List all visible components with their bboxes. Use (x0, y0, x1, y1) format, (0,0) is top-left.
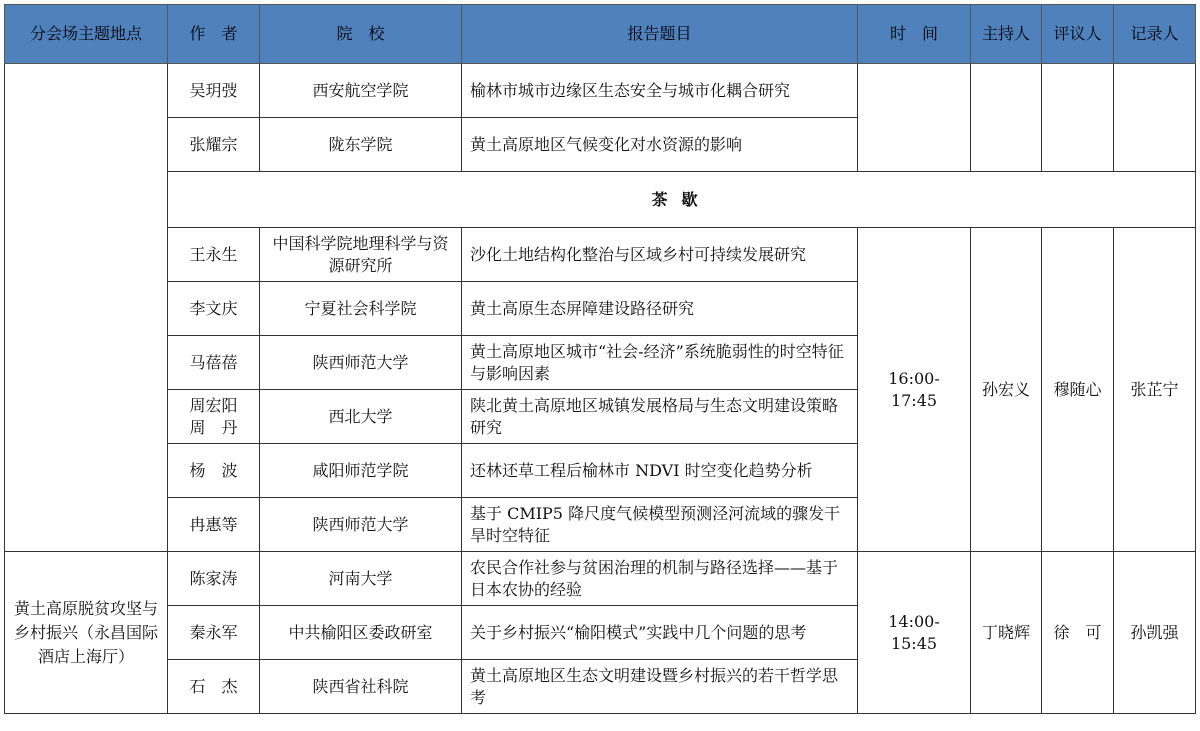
time-cell: 16:00-17:45 (858, 228, 971, 552)
header-title: 报告题目 (462, 5, 858, 64)
time-cell: 14:00-15:45 (858, 552, 971, 714)
title-cell: 沙化土地结构化整治与区域乡村可持续发展研究 (462, 228, 858, 282)
reviewer-cell-empty (1042, 64, 1114, 172)
author-cell: 张耀宗 (168, 118, 260, 172)
table-row (5, 228, 1196, 282)
header-row (5, 5, 1196, 64)
school-cell: 中国科学院地理科学与资源研究所 (260, 228, 462, 282)
author-cell: 周宏阳 周 丹 (168, 390, 260, 444)
author-cell: 石 杰 (168, 660, 260, 714)
title-cell: 陕北黄土高原地区城镇发展格局与生态文明建设策略研究 (462, 390, 858, 444)
venue-cell: 黄土高原脱贫攻坚与乡村振兴（永昌国际酒店上海厅） (5, 552, 168, 714)
tea-break-row (5, 172, 1196, 228)
recorder-cell-empty (1114, 64, 1196, 172)
school-cell: 西安航空学院 (260, 64, 462, 118)
host-cell-empty (971, 64, 1042, 172)
time-cell-empty (858, 64, 971, 172)
header-host: 主持人 (971, 5, 1042, 64)
header-recorder: 记录人 (1114, 5, 1196, 64)
school-cell: 咸阳师范学院 (260, 444, 462, 498)
school-cell: 陕西省社科院 (260, 660, 462, 714)
schedule-table (4, 4, 1196, 714)
title-cell: 黄土高原地区生态文明建设暨乡村振兴的若干哲学思考 (462, 660, 858, 714)
school-cell: 陕西师范大学 (260, 498, 462, 552)
author-cell: 马蓓蓓 (168, 336, 260, 390)
school-cell: 陕西师范大学 (260, 336, 462, 390)
title-cell: 基于 CMIP5 降尺度气候模型预测泾河流域的骤发干旱时空特征 (462, 498, 858, 552)
title-cell: 黄土高原地区城市“社会-经济”系统脆弱性的时空特征与影响因素 (462, 336, 858, 390)
host-cell: 孙宏义 (971, 228, 1042, 552)
header-reviewer: 评议人 (1042, 5, 1114, 64)
table-row (5, 552, 1196, 606)
author-cell: 王永生 (168, 228, 260, 282)
title-cell: 农民合作社参与贫困治理的机制与路径选择——基于日本农协的经验 (462, 552, 858, 606)
author-cell: 吴玥弢 (168, 64, 260, 118)
header-venue: 分会场主题地点 (5, 5, 168, 64)
school-cell: 西北大学 (260, 390, 462, 444)
school-cell: 中共榆阳区委政研室 (260, 606, 462, 660)
school-cell: 陇东学院 (260, 118, 462, 172)
recorder-cell: 张芷宁 (1114, 228, 1196, 552)
title-cell: 关于乡村振兴“榆阳模式”实践中几个问题的思考 (462, 606, 858, 660)
author-cell: 李文庆 (168, 282, 260, 336)
header-school: 院 校 (260, 5, 462, 64)
header-time: 时 间 (858, 5, 971, 64)
host-cell: 丁晓辉 (971, 552, 1042, 714)
header-author: 作 者 (168, 5, 260, 64)
tea-break-label: 茶歇 (168, 172, 1196, 228)
title-cell: 榆林市城市边缘区生态安全与城市化耦合研究 (462, 64, 858, 118)
table-row (5, 64, 1196, 118)
venue-cell-empty (5, 64, 168, 552)
author-cell: 冉惠等 (168, 498, 260, 552)
title-cell: 还林还草工程后榆林市 NDVI 时空变化趋势分析 (462, 444, 858, 498)
school-cell: 宁夏社会科学院 (260, 282, 462, 336)
reviewer-cell: 穆随心 (1042, 228, 1114, 552)
school-cell: 河南大学 (260, 552, 462, 606)
reviewer-cell: 徐 可 (1042, 552, 1114, 714)
recorder-cell: 孙凯强 (1114, 552, 1196, 714)
author-cell: 陈家涛 (168, 552, 260, 606)
author-cell: 秦永军 (168, 606, 260, 660)
title-cell: 黄土高原生态屏障建设路径研究 (462, 282, 858, 336)
title-cell: 黄土高原地区气候变化对水资源的影响 (462, 118, 858, 172)
author-cell: 杨 波 (168, 444, 260, 498)
